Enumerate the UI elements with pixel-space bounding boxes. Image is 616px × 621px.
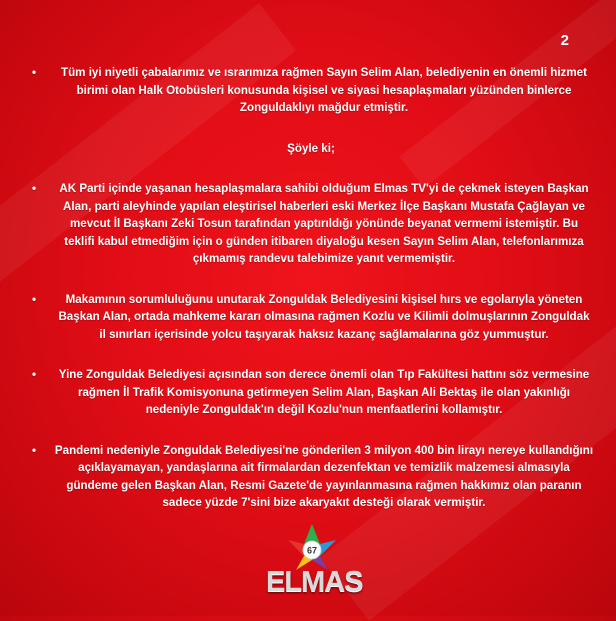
document-body xyxy=(28,64,594,535)
section-heading: Şöyle ki; xyxy=(287,141,335,155)
paragraph xyxy=(28,291,594,344)
paragraph-text: Tüm iyi niyetli çabalarımız ve ısrarımıza rağmen Sayın Selim Alan, belediyenin en önemli hizmet birimi olan Halk Otobüsleri konusunda kişisel ve siyasi hesaplaşmaları yüzünden binlerce Zonguldaklıyı mağdur etmiştir. xyxy=(61,66,587,114)
bullet-icon: • xyxy=(32,368,37,381)
paragraph xyxy=(28,180,594,268)
paragraph xyxy=(28,442,594,512)
paragraph xyxy=(28,366,594,419)
paragraph xyxy=(28,64,594,117)
page-number: 2 xyxy=(560,32,569,49)
channel-number: 67 xyxy=(306,545,318,556)
bullet-icon: • xyxy=(32,443,37,457)
paragraph-text: Makamının sorumluluğunu unutarak Zonguldak Belediyesini kişisel hırs ve egolarıyla yöneten Başkan Alan, ortada mahkeme kararı olmasına rağmen Kozlu ve Kilimli dolmuşlarının Zonguldak il sınırları içerisinde yolcu taşıyarak haksız kazanç sağlamalarına göz yummuştur. xyxy=(58,292,590,341)
paragraph-text: Yine Zonguldak Belediyesi açısından son derece önemli olan Tıp Fakültesi hattını söz vermesine rağmen İl Trafik Komisyonuna getirmeyen Selim Alan, Başkan Ali Bektaş ile olan yakınlığı nedeniyle Zonguldak'ın değil Kozlu'nun menfaatlerini kollamıştır. xyxy=(58,368,590,416)
paragraph-text: AK Parti içinde yaşanan hesaplaşmalara sahibi olduğum Elmas TV'yi de çekmek isteyen Başkan Alan, parti aleyhinde yapılan eleştirisel haberleri eski Merkez İlçe Başkanı Mustafa Çağlayan ve mevcut İl Başkanı Zeki Tosun tarafından yaptırıldığı yönünde beyanat vermemi istemiştir. Bu teklifi kabul etmediğim için o günden itibaren diyaloğu kesen Sayın Selim Alan, telefonlarımıza çıkmamış randevu talebimize yanıt vermemiştir. xyxy=(59,182,589,265)
bullet-icon: • xyxy=(32,66,37,79)
brand-wordmark: ELMAS xyxy=(266,566,363,598)
bullet-icon: • xyxy=(32,292,37,306)
bullet-icon: • xyxy=(32,182,37,195)
paragraph-text: Pandemi nedeniyle Zonguldak Belediyesi'ne gönderilen 3 milyon 400 bin lirayı nereye kullandığını açıklayamayan, yandaşlarına ait firmalardan dezenfektan ve temizlik malzemesi almasıyla gündeme gelen Başkan Alan, Resmi Gazete'de yayınlanmasına rağmen hakkımız olan paranın sadece yüzde 7'sini bize akaryakıt desteği olarak vermiştir. xyxy=(54,443,594,509)
